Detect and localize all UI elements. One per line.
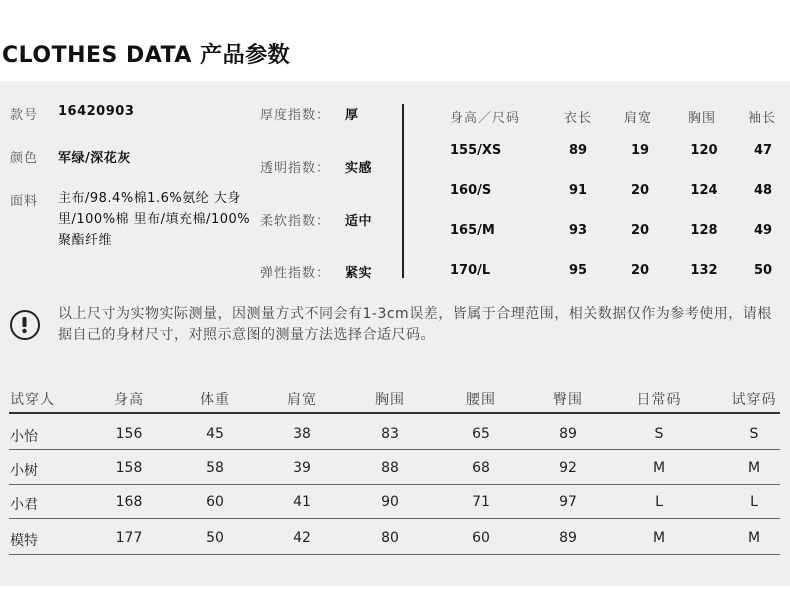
size-row-shoulder: 20	[630, 183, 650, 198]
tryon-header: 日常码	[636, 392, 682, 408]
tryon-cell: M	[747, 530, 761, 546]
size-header-shoulder: 肩宽	[623, 111, 653, 126]
sku-value: 16420903	[58, 104, 135, 119]
tryon-cell: 60	[472, 530, 490, 546]
tryon-cell: S	[654, 426, 664, 442]
tryon-cell: 50	[206, 530, 224, 546]
size-row-chest: 132	[690, 263, 718, 278]
elasticity-index-value: 紧实	[345, 266, 373, 281]
size-row-sleeve: 48	[753, 183, 773, 198]
tryon-cell: 45	[206, 426, 224, 442]
size-row-size: 155/XS	[450, 143, 502, 158]
tryon-cell: 71	[472, 494, 490, 510]
tryon-cell: 89	[559, 530, 577, 546]
size-row-size: 165/M	[450, 223, 495, 238]
tryon-header: 腰围	[466, 392, 496, 408]
measurement-note: 以上尺寸为实物实际测量，因测量方式不同会有1-3cm误差，皆属于合理范围，相关数据仅作为参考使用，请根据自己的身材尺寸，对照示意图的测量方法选择合适尺码。	[58, 306, 772, 343]
softness-index-label: 柔软指数：	[260, 214, 331, 229]
size-header-length: 衣长	[563, 111, 593, 126]
size-row-size: 170/L	[450, 263, 491, 278]
table-divider	[9, 412, 780, 414]
tryon-header: 身高	[114, 392, 144, 408]
tryon-header: 试穿码	[731, 392, 777, 408]
table-divider	[9, 554, 780, 555]
size-row-chest: 128	[690, 223, 718, 238]
tryon-header: 肩宽	[287, 392, 317, 408]
tryon-cell: 177	[115, 530, 143, 546]
size-row-sleeve: 47	[753, 143, 773, 158]
table-divider	[9, 449, 780, 450]
size-header-sleeve: 袖长	[747, 111, 777, 126]
softness-index-value: 适中	[345, 214, 373, 229]
material-label: 面料	[10, 194, 39, 209]
tryon-header: 臀围	[553, 392, 583, 408]
tryon-cell: M	[652, 530, 666, 546]
tryon-cell: 38	[293, 426, 311, 442]
tryon-cell: 90	[381, 494, 399, 510]
transparency-index-label: 透明指数：	[260, 161, 331, 176]
size-row-shoulder: 20	[630, 263, 650, 278]
table-divider	[9, 484, 780, 485]
color-value: 军绿/深花灰	[58, 151, 131, 166]
material-value: 主布/98.4%棉1.6%氨纶 大身里/100%棉 里布/填充棉/100%聚酯纤维	[58, 191, 251, 248]
table-divider	[9, 518, 780, 519]
size-row-sleeve: 50	[753, 263, 773, 278]
thickness-index-label: 厚度指数：	[260, 108, 331, 123]
tryon-cell: 小树	[10, 463, 38, 479]
tryon-cell: 168	[115, 494, 143, 510]
transparency-index-value: 实感	[345, 161, 373, 176]
size-header-chest: 胸围	[687, 111, 717, 126]
exclamation-circle-icon	[10, 310, 40, 340]
tryon-cell: 小君	[10, 497, 38, 513]
thickness-index-value: 厚	[345, 108, 359, 123]
tryon-cell: 89	[559, 426, 577, 442]
tryon-cell: 42	[293, 530, 311, 546]
size-row-shoulder: 19	[630, 143, 650, 158]
size-row-length: 91	[568, 183, 588, 198]
tryon-cell: 39	[293, 460, 311, 476]
tryon-cell: 60	[206, 494, 224, 510]
tryon-cell: 92	[559, 460, 577, 476]
tryon-cell: L	[655, 494, 663, 510]
size-row-shoulder: 20	[630, 223, 650, 238]
tryon-cell: 58	[206, 460, 224, 476]
elasticity-index-label: 弹性指数：	[260, 266, 331, 281]
tryon-cell: 83	[381, 426, 399, 442]
page-title: CLOTHES DATA 产品参数	[2, 43, 291, 68]
tryon-header: 体重	[200, 392, 230, 408]
tryon-cell: 41	[293, 494, 311, 510]
tryon-cell: M	[652, 460, 666, 476]
size-row-length: 95	[568, 263, 588, 278]
tryon-cell: 68	[472, 460, 490, 476]
tryon-cell: 88	[381, 460, 399, 476]
size-row-sleeve: 49	[753, 223, 773, 238]
tryon-header: 胸围	[375, 392, 405, 408]
tryon-cell: 模特	[10, 533, 38, 549]
size-row-length: 89	[568, 143, 588, 158]
tryon-header: 试穿人	[10, 392, 55, 408]
tryon-cell: S	[749, 426, 759, 442]
size-header-size: 身高／尺码	[450, 111, 521, 126]
size-row-length: 93	[568, 223, 588, 238]
size-row-chest: 124	[690, 183, 718, 198]
size-row-chest: 120	[690, 143, 718, 158]
tryon-cell: L	[750, 494, 758, 510]
tryon-cell: 80	[381, 530, 399, 546]
sku-label: 款号	[10, 108, 39, 123]
tryon-cell: 65	[472, 426, 490, 442]
tryon-cell: M	[747, 460, 761, 476]
color-label: 颜色	[10, 151, 39, 166]
tryon-cell: 156	[115, 426, 143, 442]
tryon-cell: 97	[559, 494, 577, 510]
size-row-size: 160/S	[450, 183, 492, 198]
tryon-cell: 小怡	[10, 429, 38, 445]
section-divider	[402, 104, 404, 278]
tryon-cell: 158	[115, 460, 143, 476]
